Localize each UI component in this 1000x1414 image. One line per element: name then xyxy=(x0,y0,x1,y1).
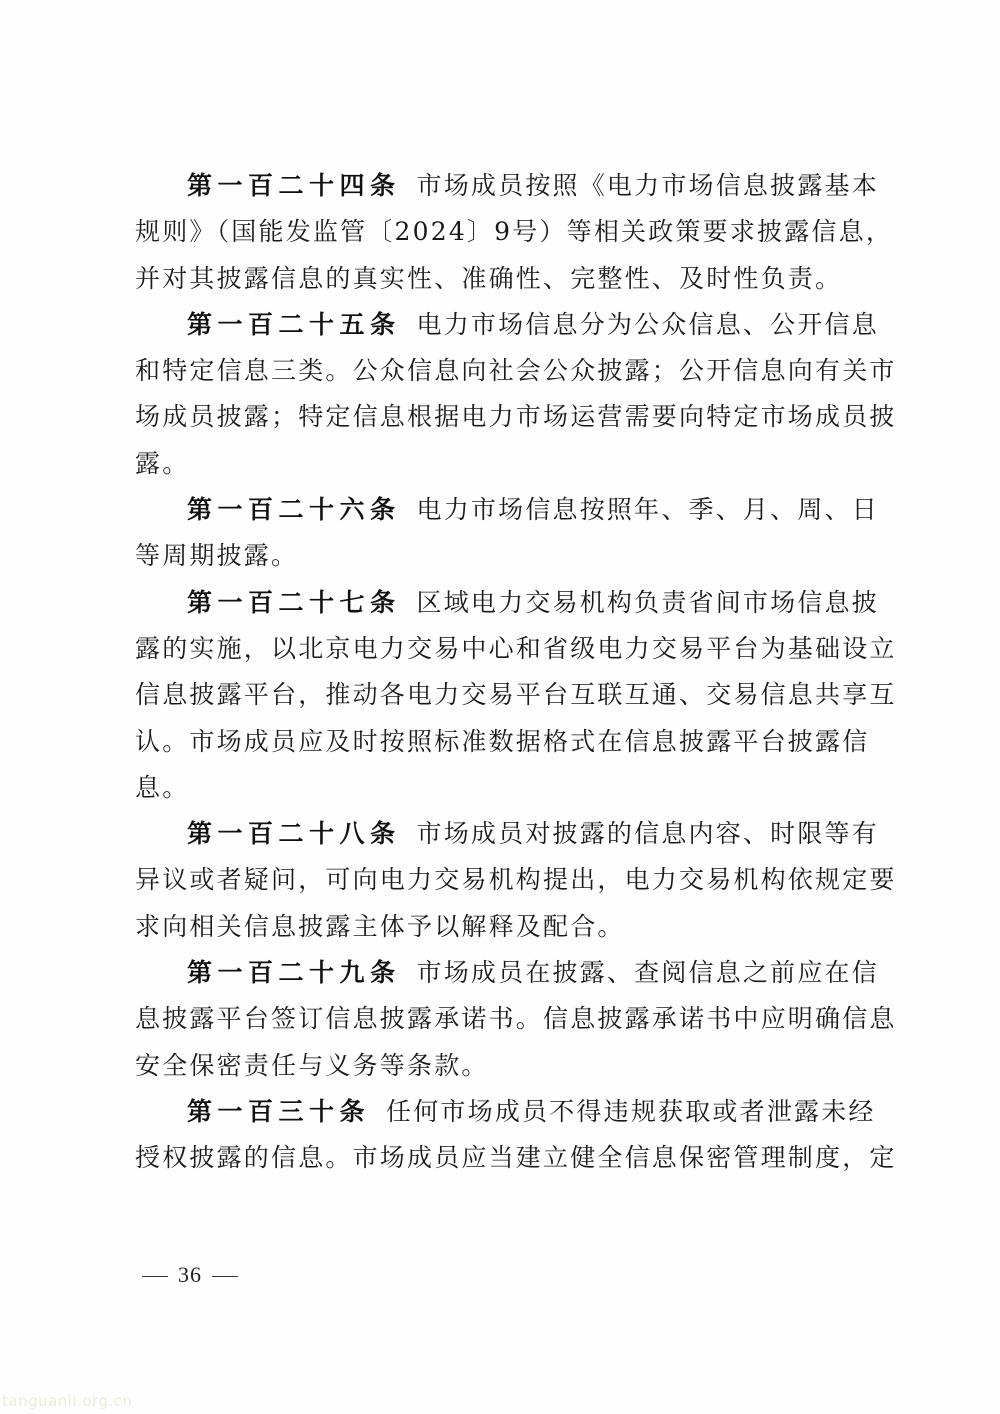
article-127 xyxy=(135,580,897,811)
page-number: 36 xyxy=(132,1262,248,1288)
paragraph-line: 并对其披露信息的真实性、准确性、完整性、及时性负责。 xyxy=(135,263,843,293)
article-124 xyxy=(135,163,894,302)
dash-right xyxy=(212,1276,238,1277)
article-number: 第一百二十六条 xyxy=(187,495,401,525)
article-129 xyxy=(135,950,897,1089)
article-number: 第一百二十九条 xyxy=(187,958,401,988)
paragraph-line: 安全保密责任与义务等条款。 xyxy=(135,1050,489,1080)
paragraph-line: 认。市场成员应及时按照标准数据格式在信息披露平台披露信 xyxy=(135,726,870,756)
article-126 xyxy=(135,487,879,580)
article-number: 第一百二十八条 xyxy=(187,819,401,849)
paragraph-line: 第一百二十八条 市场成员对披露的信息内容、时限等有 xyxy=(187,819,879,849)
paragraph-line: 授权披露的信息。市场成员应当建立健全信息保密管理制度，定 xyxy=(135,1143,897,1173)
paragraph-line: 异议或者疑问，可向电力交易机构提出，电力交易机构依规定要 xyxy=(135,865,897,895)
paragraph-line: 第一百二十九条 市场成员在披露、查阅信息之前应在信 xyxy=(187,958,879,988)
paragraph-line: 规则》（国能发监管〔2024〕9号）等相关政策要求披露信息， xyxy=(135,217,894,247)
paragraph-line: 第一百二十五条 电力市场信息分为公众信息、公开信息 xyxy=(187,309,879,339)
paragraph-line: 露。 xyxy=(135,448,190,478)
paragraph-line: 第一百二十六条 电力市场信息按照年、季、月、周、日 xyxy=(187,495,879,525)
watermark: tanguanli.org.cn xyxy=(2,1392,133,1410)
article-number: 第一百二十七条 xyxy=(187,587,401,617)
article-number: 第一百二十四条 xyxy=(187,171,401,200)
dash-left xyxy=(142,1276,168,1277)
paragraph-line: 第一百二十七条 区域电力交易机构负责省间市场信息披 xyxy=(187,587,879,617)
paragraph-line: 场成员披露；特定信息根据电力市场运营需要向特定市场成员披 xyxy=(135,402,897,432)
paragraph-line: 第一百三十条 任何市场成员不得违规获取或者泄露未经 xyxy=(187,1096,876,1126)
paragraph-line: 露的实施，以北京电力交易中心和省级电力交易平台为基础设立 xyxy=(135,633,897,663)
article-128 xyxy=(135,811,897,950)
paragraph-line: 息。 xyxy=(135,772,190,802)
paragraph-line: 求向相关信息披露主体予以解释及配合。 xyxy=(135,911,625,941)
document-body xyxy=(135,163,897,1182)
paragraph-line: 等周期披露。 xyxy=(135,541,299,571)
paragraph-line: 信息披露平台，推动各电力交易平台互联互通、交易信息共享互 xyxy=(135,680,897,710)
paragraph-line: 和特定信息三类。公众信息向社会公众披露；公开信息向有关市 xyxy=(135,356,897,386)
article-number: 第一百二十五条 xyxy=(187,309,401,339)
paragraph-line: 第一百二十四条 市场成员按照《电力市场信息披露基本 xyxy=(187,171,879,200)
article-130 xyxy=(135,1089,897,1182)
paragraph-line: 息披露平台签订信息披露承诺书。信息披露承诺书中应明确信息 xyxy=(135,1004,897,1034)
article-number: 第一百三十条 xyxy=(187,1096,371,1126)
article-125 xyxy=(135,302,897,487)
